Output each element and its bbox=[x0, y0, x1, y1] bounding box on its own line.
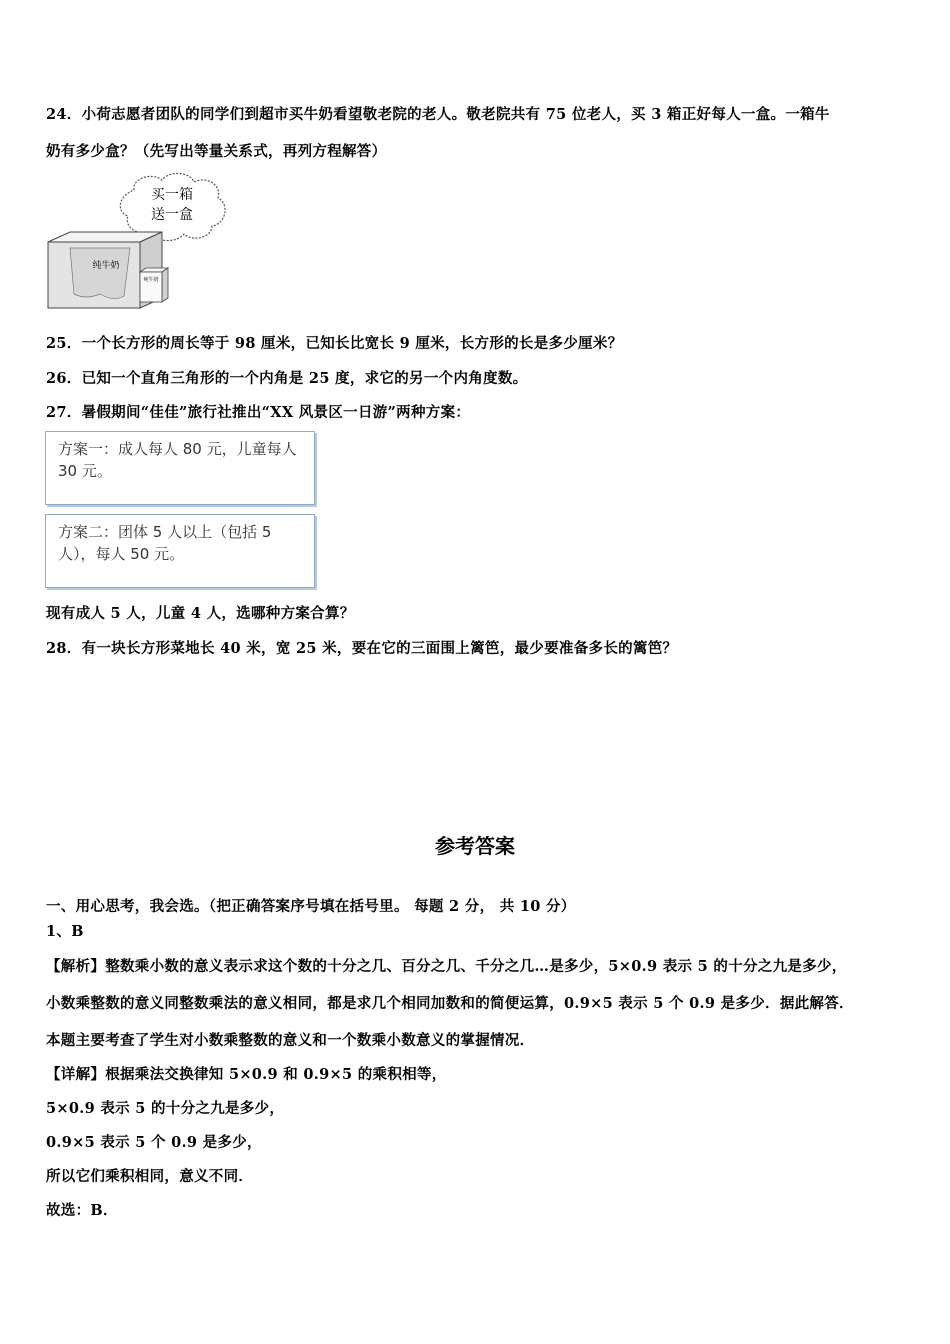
detail-line-1: 【详解】根据乘法交换律知 5×0.9 和 0.9×5 的乘积相等， bbox=[46, 1066, 447, 1083]
small-box-label: 纯牛奶 bbox=[143, 277, 159, 283]
analysis-line-2: 小数乘整数的意义同整数乘法的意义相同，都是求几个相同加数和的简便运算，0.9×5 表示 5 个 0.9 是多少．据此解答． bbox=[46, 995, 854, 1012]
plan-one-box bbox=[45, 431, 315, 505]
detail-line-3: 0.9×5 表示 5 个 0.9 是多少， bbox=[46, 1134, 262, 1151]
question-27: 27．暑假期间“佳佳”旅行社推出“XX 风景区一日游”两种方案： bbox=[46, 404, 471, 421]
question-25: 25．一个长方形的周长等于 98 厘米，已知长比宽长 9 厘米，长方形的长是多少厘米？ bbox=[46, 335, 623, 352]
detail-line-4: 所以它们乘积相同，意义不同． bbox=[46, 1168, 254, 1185]
question-27-prompt: 现有成人 5 人，儿童 4 人，选哪种方案合算？ bbox=[46, 605, 355, 622]
milk-box-illustration bbox=[44, 170, 244, 310]
plan-one-text: 方案一：成人每人 80 元，儿童每人 30 元。 bbox=[58, 440, 297, 480]
bubble-text-line-2: 送一盒 bbox=[151, 207, 193, 223]
plan-two-text: 方案二：团体 5 人以上（包括 5 人），每人 50 元。 bbox=[58, 523, 272, 563]
answers-section-1-heading: 一、用心思考，我会选。（把正确答案序号填在括号里。 每题 2 分， 共 10 分） bbox=[46, 898, 576, 915]
answer-1: 1、B bbox=[46, 923, 84, 940]
bubble-text-line-1: 买一箱 bbox=[151, 187, 193, 203]
question-26: 26．已知一个直角三角形的一个内角是 25 度，求它的另一个内角度数。 bbox=[46, 370, 528, 387]
detail-line-5: 故选：B． bbox=[46, 1202, 118, 1219]
plan-two-box bbox=[45, 514, 315, 588]
detail-line-2: 5×0.9 表示 5 的十分之九是多少， bbox=[46, 1100, 285, 1117]
analysis-line-1: 【解析】整数乘小数的意义表示求这个数的十分之几、百分之几、千分之几…是多少，5×0.9 表示 5 的十分之九是多少， bbox=[46, 958, 847, 975]
big-box-label: 纯牛奶 bbox=[92, 261, 120, 271]
question-24-line-2: 奶有多少盒？（先写出等量关系式，再列方程解答） bbox=[46, 143, 387, 160]
question-28: 28．有一块长方形菜地长 40 米，宽 25 米，要在它的三面围上篱笆，最少要准备多长的篱笆？ bbox=[46, 640, 678, 657]
analysis-line-3: 本题主要考查了学生对小数乘整数的意义和一个数乘小数意义的掌握情况． bbox=[46, 1032, 535, 1049]
question-24-line-1: 24．小荷志愿者团队的同学们到超市买牛奶看望敬老院的老人。敬老院共有 75 位老人，买 3 箱正好每人一盒。一箱牛 bbox=[46, 106, 830, 123]
small-milk-box bbox=[140, 268, 168, 302]
answers-title: 参考答案 bbox=[435, 834, 515, 858]
